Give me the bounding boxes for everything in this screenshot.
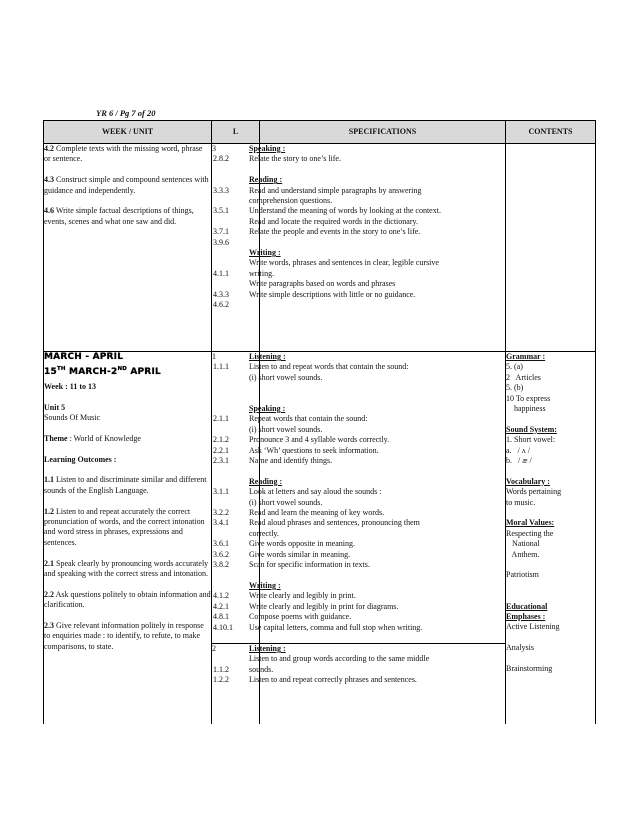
l-value: 1: [212, 352, 216, 361]
spec-text: Read and learn the meaning of key words.: [249, 508, 385, 518]
spec-line: [213, 362, 505, 372]
spec-text: Ask ‘Wh’ questions to seek information.: [249, 445, 379, 455]
spec-text: Write paragraphs based on words and phrases: [249, 279, 396, 289]
spec-line: [213, 446, 505, 456]
spec-text: Use capital letters, comma and full stop when writing.: [249, 622, 423, 632]
spec-code: 4.1.1: [213, 268, 229, 278]
spec-code: [213, 196, 249, 206]
spec-text: Understand the meaning of words by looking at the context.: [249, 206, 441, 216]
listening-heading: Listening :: [249, 644, 286, 653]
spec-line: [213, 508, 505, 518]
spec-text: Repeat words that contain the sound:: [249, 414, 368, 424]
patriotism-text: Patriotism: [506, 570, 539, 580]
learning-outcome-2-3: 2.3 Give relevant information politely in response to enquiries made : to identify, to refute, to make comparisons, to state.: [44, 621, 204, 651]
spec-text: comprehension questions.: [249, 196, 333, 206]
unit-name: Sounds Of Music: [44, 413, 101, 423]
spec-line: [213, 665, 505, 675]
spec-line: [213, 217, 505, 227]
spec-line: [213, 258, 505, 268]
spec-line: [213, 186, 505, 196]
lesson-plan-table: [43, 120, 596, 724]
spec-code: 4.2.1: [213, 601, 229, 611]
spec-code: [213, 498, 249, 508]
week-range: Week : 11 to 13: [44, 381, 96, 391]
spec-line: [213, 269, 505, 279]
spec-text: (i) short vowel sounds.: [249, 372, 323, 382]
spec-code: [213, 217, 249, 227]
spec-line: [213, 560, 505, 570]
spec-line: [213, 518, 505, 528]
spec-text: [249, 300, 505, 310]
spec-code: 2.1.1: [213, 414, 229, 424]
unit-number: Unit 5: [44, 402, 66, 412]
spec-text: (i) short vowel sounds.: [249, 424, 323, 434]
spec-code: 4.6.2: [213, 300, 229, 310]
writing-heading: Writing :: [249, 580, 281, 590]
spec-line: [213, 654, 505, 664]
spec-text: Pronounce 3 and 4 syllable words correctly.: [249, 435, 390, 445]
spec-code: 3.8.2: [213, 560, 229, 570]
contents-line: Words pertaining: [506, 487, 562, 497]
spec-text: correctly.: [249, 528, 279, 538]
spec-text: Write clearly and legibly in print.: [249, 591, 356, 601]
spec-line: [213, 498, 505, 508]
spec-line: [213, 602, 505, 612]
spec-code: 4.8.1: [213, 612, 229, 622]
spec-line: [213, 279, 505, 289]
learning-outcome-1-2: 1.2 Listen to and repeat accurately the correct pronunciation of words, and the correct intonation and word stress in phrases, expressions and sentences.: [44, 506, 205, 547]
spec-text: Relate the story to one’s life.: [249, 154, 341, 164]
spec-code: 3.7.1: [213, 227, 229, 237]
spec-code: 3.5.1: [213, 206, 229, 216]
table-row: [44, 144, 596, 352]
spec-code: 4.1.2: [213, 591, 229, 601]
spec-text: (i) short vowel sounds.: [249, 497, 323, 507]
spec-line: [213, 206, 505, 216]
listening-heading: Listening :: [249, 352, 286, 361]
spec-line: [213, 300, 505, 310]
outcome-4-3: 4.3 Construct simple and compound sentences with guidance and independently.: [44, 175, 209, 195]
writing-heading: Writing :: [249, 248, 281, 258]
spec-code: 3.1.1: [213, 487, 229, 497]
educational-heading: Educational: [506, 601, 548, 611]
spec-cell: [213, 144, 506, 352]
page-header-label: YR 6 / Pg 7 of 20: [96, 108, 156, 118]
spec-text: Scan for specific information in texts.: [249, 560, 370, 570]
spec-text: Listen to and repeat correctly phrases and sentences.: [249, 675, 417, 685]
spec-code: [213, 425, 249, 435]
spec-block: [213, 352, 505, 633]
contents-line: 2 Articles: [506, 372, 541, 382]
spec-text: Read aloud phrases and sentences, pronouncing them: [249, 518, 420, 528]
spec-text: Compose poems with guidance.: [249, 612, 352, 622]
col-header-contents: CONTENTS: [506, 121, 596, 144]
spec-line: [213, 435, 505, 445]
emphases-heading: Emphases :: [506, 612, 546, 622]
speaking-heading: Speaking :: [249, 144, 286, 153]
l-value: 3: [212, 144, 216, 153]
spec-code: 3.3.3: [213, 185, 229, 195]
spec-code: 3.9.6: [213, 237, 229, 247]
outcome-4-2: 4.2 Complete texts with the missing word, phrase or sentence.: [44, 144, 203, 164]
spec-code: 2.3.1: [213, 456, 229, 466]
theme: Theme : World of Knowledge: [44, 433, 141, 443]
spec-text: Relate the people and events in the story to one’s life.: [249, 227, 421, 237]
spec-code: 1.1.2: [213, 664, 229, 674]
col-header-week: WEEK / UNIT: [44, 121, 212, 144]
learning-outcome-2-1: 2.1 Speak clearly by pronouncing words accurately and speaking with the correct stress and intonation.: [44, 558, 209, 579]
spec-text: Name and identify things.: [249, 456, 333, 466]
table-header-row: [44, 121, 596, 144]
reading-heading: Reading :: [249, 476, 283, 486]
spec-code: 3.2.2: [213, 508, 229, 518]
spec-text: Give words opposite in meaning.: [249, 539, 355, 549]
moral-values-heading: Moral Values:: [506, 518, 555, 528]
spec-line: [213, 238, 505, 248]
learning-outcome-1-1: 1.1 Listen to and discriminate similar and different sounds of the English Language.: [44, 475, 207, 495]
learning-outcome-2-2: 2.2 Ask questions politely to obtain information and clarification.: [44, 589, 211, 610]
spec-text: Write words, phrases and sentences in clear, legible cursive: [249, 258, 439, 268]
spec-line: [213, 196, 505, 206]
sound-system-heading: Sound System:: [506, 424, 557, 434]
contents-cell: [506, 144, 596, 352]
spec-text: Look at letters and say aloud the sounds :: [249, 487, 382, 497]
spec-block: [213, 644, 505, 686]
spec-cell: [213, 352, 506, 644]
spec-line: [213, 290, 505, 300]
spec-line: [213, 623, 505, 633]
contents-line: 10 To express: [506, 393, 551, 403]
spec-code: 2.1.2: [213, 435, 229, 445]
spec-line: [213, 529, 505, 539]
spec-text: Write simple descriptions with little or no guidance.: [249, 289, 416, 299]
col-header-specifications: SPECIFICATIONS: [260, 121, 506, 144]
spec-line: [213, 425, 505, 435]
contents-line: Respecting the: [506, 528, 554, 538]
contents-line: 5. (a): [506, 362, 523, 372]
spec-line: [213, 154, 505, 164]
spec-line: [213, 612, 505, 622]
contents-line: Anthem.: [506, 549, 540, 559]
spec-code: 3.6.1: [213, 539, 229, 549]
spec-line: [213, 550, 505, 560]
contents-line: 5. (b): [506, 383, 524, 393]
spec-line: [213, 227, 505, 237]
contents-line: to music.: [506, 497, 536, 507]
spec-line: [213, 675, 505, 685]
l-value: 2: [212, 644, 216, 653]
analysis-text: Analysis: [506, 643, 534, 653]
months-title: MARCH - APRIL: [44, 352, 124, 362]
spec-text: Give words similar in meaning.: [249, 549, 351, 559]
contents-line: National: [506, 539, 540, 549]
col-header-l: L: [212, 121, 260, 144]
speaking-heading: Speaking :: [249, 404, 286, 413]
contents-cell: [506, 352, 596, 724]
spec-code: 1.1.1: [213, 362, 229, 372]
spec-text: Write clearly and legibly in print for diagrams.: [249, 601, 399, 611]
spec-code: [213, 258, 249, 268]
spec-code: [213, 373, 249, 383]
reading-heading: Reading :: [249, 175, 283, 185]
week-cell: [44, 144, 212, 352]
spec-text: sounds.: [249, 664, 274, 674]
spec-code: 3.4.1: [213, 518, 229, 528]
spec-line: [213, 456, 505, 466]
spec-code: 4.3.3: [213, 289, 229, 299]
week-cell: [44, 352, 212, 724]
spec-text: [249, 238, 505, 248]
spec-cell: [213, 644, 506, 724]
table-row: [44, 352, 596, 644]
spec-line: [213, 539, 505, 549]
date-range: 15TH MARCH-2ND APRIL: [44, 366, 161, 378]
contents-line: Active Listening: [506, 622, 560, 632]
spec-text: Read and locate the required words in the dictionary.: [249, 216, 418, 226]
spec-code: 1.2.2: [213, 675, 229, 685]
brainstorming-text: Brainstorming: [506, 664, 553, 674]
spec-code: [213, 654, 249, 664]
contents-line: 1. Short vowel:: [506, 435, 556, 445]
spec-line: [213, 373, 505, 383]
spec-code: [213, 529, 249, 539]
spec-line: [213, 487, 505, 497]
outcome-4-6: 4.6 Write simple factual descriptions of things, events, scenes and what one saw and did.: [44, 206, 194, 226]
spec-code: [213, 279, 249, 289]
spec-code: 4.10.1: [213, 622, 233, 632]
spec-line: [213, 414, 505, 424]
contents-line: a. / ʌ /: [506, 445, 530, 455]
spec-code: 3.6.2: [213, 549, 229, 559]
vocabulary-heading: Vocabulary :: [506, 476, 550, 486]
spec-text: Listen to and repeat words that contain the sound:: [249, 362, 409, 372]
spec-block: [213, 144, 505, 310]
spec-line: [213, 591, 505, 601]
spec-code: 2.2.1: [213, 445, 229, 455]
spec-text: Read and understand simple paragraphs by answering: [249, 185, 422, 195]
spec-text: Listen to and group words according to the same middle: [249, 654, 430, 664]
grammar-heading: Grammar :: [506, 352, 546, 361]
learning-outcomes-heading: Learning Outcomes :: [44, 454, 117, 464]
spec-code: 2.8.2: [213, 154, 229, 164]
contents-line: happiness: [506, 404, 546, 414]
spec-text: writing.: [249, 268, 275, 278]
contents-line: b. / æ /: [506, 456, 532, 466]
